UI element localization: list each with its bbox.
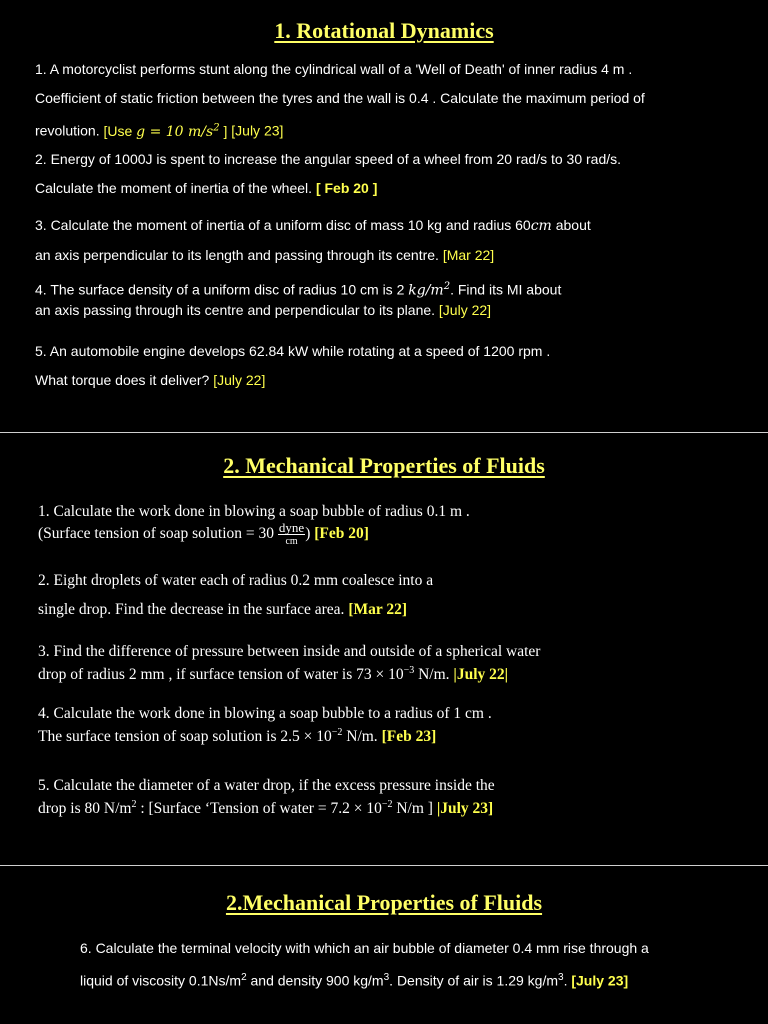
question-text [38,661,540,684]
question-text: drop of radius 2 mm , if surface tension of water is 73 × 10 [38,666,404,684]
question-text: ) [305,525,315,543]
question-text: revolution. [35,122,104,139]
fraction [278,521,305,548]
exponent: 2 [213,122,220,133]
question-text: 2. Eight droplets of water each of radius 0.2 mm coalesce into a [38,572,434,589]
section-title: 2.Mechanical Properties of Fluids [225,890,543,915]
exam-tag: [Mar 22] [348,601,407,618]
question-text: : [Surface ‘Tension of water = 7.2 × 10 [136,800,382,818]
exam-tag: [July 22] [438,301,492,318]
question-4 [35,277,561,320]
hint [103,123,227,139]
exam-tag: [ Feb 20 ] [315,180,378,196]
question-text [35,241,591,270]
question-5 [38,776,495,818]
exponent: 2 [131,799,137,810]
question-text: What torque does it deliver? [35,372,214,388]
question-3 [35,211,591,270]
question-1 [35,55,645,147]
hint-text: ] [219,122,228,139]
fraction-numerator: dyne [278,520,305,535]
question-text [38,521,470,548]
section-mechanical-properties-of-fluids [0,433,768,865]
exponent: 3 [383,972,390,983]
section-rotational-dynamics [0,0,768,432]
question-3 [38,642,540,684]
question-text: and density 900 kg/m [246,972,384,989]
question-text: N/m. [342,728,382,746]
question-text: liquid of viscosity 0.1Ns/m [80,972,242,989]
question-text: 6. Calculate the terminal velocity with which an air bubble of diameter 0.4 mm rise through a [80,940,649,956]
question-text [35,366,550,395]
question-text: 2. Energy of 1000J is spent to increase the angular speed of a wheel from 20 rad/s to 30 rad/s. [35,151,622,167]
exponent: 2 [241,972,247,983]
exponent: 3 [558,972,564,983]
question-text [38,723,492,746]
exam-tag: [July 22] [213,372,266,388]
section-mechanical-properties-of-fluids-continued [0,866,768,1024]
question-text: . Density of air is 1.29 kg/m [389,972,559,989]
exponent: −2 [331,727,343,738]
question-text [35,211,591,241]
question-5 [35,337,550,395]
question-text: 5. Calculate the diameter of a water drop, if the excess pressure inside the [38,777,495,794]
exam-tag: [July 23] [571,972,629,989]
formula: g = 10 m/s [136,123,214,140]
exponent: −3 [403,665,415,676]
exam-tag: |July 23] [436,800,494,818]
question-6 [80,934,649,996]
question-text [38,795,495,818]
question-text: 5. An automobile engine develops 62.84 kW while rotating at a speed of 1200 rpm . [35,343,551,359]
question-text: 1. Calculate the work done in blowing a soap bubble of radius 0.1 m . [38,503,470,520]
question-text: an axis passing through its centre and perpendicular to its plane. [35,301,439,318]
question-text: drop is 80 N/m [38,800,132,818]
question-text: 3. Find the difference of pressure between inside and outside of a spherical water [38,643,541,660]
question-text: 1. A motorcyclist performs stunt along the cylindrical wall of a 'Well of Death' of inner radius 4 m . [35,61,633,77]
question-text: 4. The surface density of a uniform disc of radius 10 cm is 2 [35,281,409,298]
section-title: 2. Mechanical Properties of Fluids [223,453,545,478]
question-text: (Surface tension of soap solution = 30 [38,525,278,543]
question-2 [35,145,621,203]
unit: kg/m [408,282,444,299]
unit: cm [530,218,552,234]
exam-tag: [July 23] [227,122,284,139]
fraction-denominator: cm [285,536,298,547]
exponent: −2 [381,799,393,810]
question-text: . Find its MI about [450,281,562,298]
question-text: The surface tension of soap solution is 2.5 × 10 [38,728,332,746]
question-text: . [563,972,572,989]
exponent: 2 [443,281,451,292]
question-text: an axis perpendicular to its length and passing through its centre. [35,247,443,263]
question-text [38,595,433,624]
question-text [35,301,561,320]
question-text [35,174,621,203]
question-text: Calculate the moment of inertia of the wheel. [35,180,316,196]
question-text: 4. Calculate the work done in blowing a soap bubble to a radius of 1 cm . [38,705,492,722]
question-text: single drop. Find the decrease in the surface area. [38,601,349,618]
question-2 [38,566,433,624]
exam-tag: [Mar 22] [442,247,495,263]
question-text: Coefficient of static friction between the tyres and the wall is 0.4 . Calculate the maximum period of [35,90,645,106]
question-text: N/m ] [392,800,437,818]
section-title: 1. Rotational Dynamics [274,18,494,43]
hint-text: [Use [103,122,137,139]
question-4 [38,704,492,746]
question-1 [38,502,470,548]
question-text: N/m. [414,666,454,684]
question-text [35,277,561,301]
question-text: 3. Calculate the moment of inertia of a uniform disc of mass 10 kg and radius 60 [35,217,531,233]
question-text [80,963,649,996]
exam-tag: [Feb 20] [314,525,369,543]
exam-tag: [Feb 23] [381,728,437,746]
question-text [35,113,645,147]
exam-tag: |July 22| [453,666,509,684]
question-text: about [551,217,591,233]
